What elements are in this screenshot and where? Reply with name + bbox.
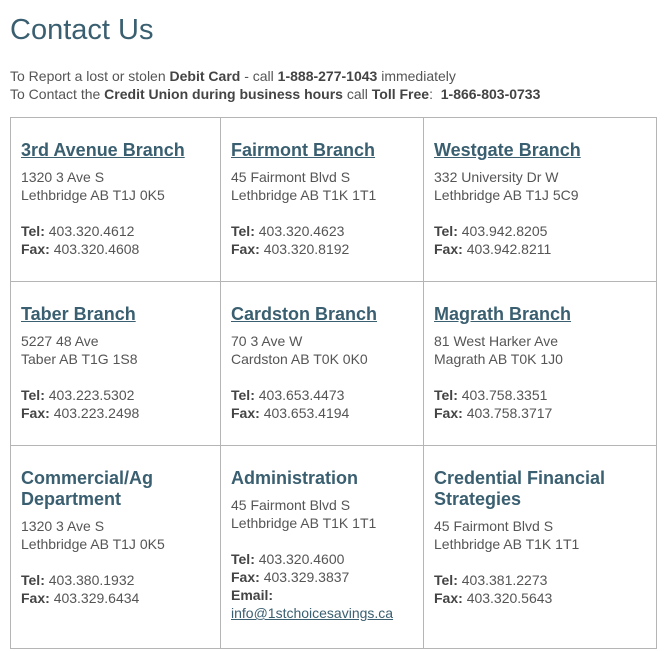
fax-number: 403.942.8211	[466, 241, 552, 257]
branch-contact	[21, 571, 210, 607]
branch-contact	[21, 386, 210, 422]
address-line: Taber AB T1G 1S8	[21, 351, 138, 367]
address-line: Lethbridge AB T1K 1T1	[231, 187, 377, 203]
branch-name-link[interactable]: Cardston Branch	[231, 304, 378, 324]
branch-address	[21, 168, 210, 204]
branch-address	[231, 168, 413, 204]
branch-name-link[interactable]: Fairmont Branch	[231, 140, 376, 160]
intro-line-debit	[10, 67, 540, 85]
address-line: Lethbridge AB T1K 1T1	[434, 536, 580, 552]
tel-number: 403.942.8205	[461, 223, 548, 239]
address-line: Magrath AB T0K 1J0	[434, 351, 563, 367]
branch-contact	[231, 386, 413, 422]
branch-cell	[424, 118, 657, 282]
intro-debit-card: Debit Card	[169, 68, 241, 84]
intro-text	[10, 67, 540, 103]
tel-label: Tel:	[21, 572, 45, 588]
branch-name-link[interactable]: Taber Branch	[21, 304, 136, 324]
fax-number: 403.758.3717	[466, 405, 553, 421]
tel-number: 403.381.2273	[461, 572, 548, 588]
department-name: Administration	[231, 468, 359, 488]
fax-number: 403.653.4194	[263, 405, 350, 421]
fax-label: Fax:	[434, 405, 463, 421]
email-link[interactable]: info@1stchoicesavings.ca	[231, 605, 394, 621]
address-line: Lethbridge AB T1K 1T1	[231, 515, 377, 531]
intro-text-fragment: call	[342, 86, 372, 102]
branch-cell	[221, 446, 424, 649]
tel-number: 403.653.4473	[258, 387, 345, 403]
address-line: Lethbridge AB T1J 0K5	[21, 187, 165, 203]
tel-label: Tel:	[231, 223, 255, 239]
address-line: Cardston AB T0K 0K0	[231, 351, 368, 367]
tel-label: Tel:	[434, 387, 458, 403]
branch-name-link[interactable]: Magrath Branch	[434, 304, 572, 324]
branch-contact	[231, 222, 413, 258]
address-line: 45 Fairmont Blvd S	[434, 518, 554, 534]
branch-address	[21, 517, 210, 553]
fax-number: 403.223.2498	[53, 405, 140, 421]
branch-cell	[11, 282, 221, 446]
branch-name-link[interactable]: 3rd Avenue Branch	[21, 140, 185, 160]
tel-label: Tel:	[21, 387, 45, 403]
email-label: Email:	[231, 587, 274, 603]
fax-label: Fax:	[21, 241, 50, 257]
branch-address	[21, 332, 210, 368]
fax-number: 403.320.4608	[53, 241, 140, 257]
intro-text-fragment: :	[429, 86, 441, 102]
tel-number: 403.320.4600	[258, 551, 345, 567]
address-line: 45 Fairmont Blvd S	[231, 497, 351, 513]
branch-table	[10, 117, 657, 649]
fax-number: 403.329.3837	[263, 569, 350, 585]
fax-label: Fax:	[231, 569, 260, 585]
intro-toll-free: Toll Free	[371, 86, 430, 102]
fax-label: Fax:	[434, 241, 463, 257]
address-line: 1320 3 Ave S	[21, 518, 105, 534]
branch-contact	[434, 386, 646, 422]
branch-cell	[11, 446, 221, 649]
branch-cell	[424, 446, 657, 649]
department-name: Credential Financial Strategies	[434, 468, 606, 509]
branch-cell	[221, 118, 424, 282]
tel-number: 403.380.1932	[48, 572, 135, 588]
intro-text-fragment: - call	[240, 68, 278, 84]
address-line: 332 University Dr W	[434, 169, 559, 185]
address-line: 81 West Harker Ave	[434, 333, 558, 349]
intro-text-fragment: immediately	[377, 68, 456, 84]
fax-label: Fax:	[231, 241, 260, 257]
fax-number: 403.329.6434	[53, 590, 140, 606]
intro-line-contact	[10, 85, 540, 103]
branch-address	[231, 496, 413, 532]
tel-number: 403.320.4623	[258, 223, 345, 239]
tel-number: 403.320.4612	[48, 223, 135, 239]
branch-contact	[21, 222, 210, 258]
branch-cell	[11, 118, 221, 282]
branch-address	[434, 517, 646, 553]
page-title: Contact Us	[10, 14, 154, 46]
address-line: 45 Fairmont Blvd S	[231, 169, 351, 185]
tel-number: 403.223.5302	[48, 387, 135, 403]
address-line: 5227 48 Ave	[21, 333, 99, 349]
tel-label: Tel:	[231, 387, 255, 403]
branch-name-link[interactable]: Westgate Branch	[434, 140, 581, 160]
branch-cell	[424, 282, 657, 446]
branch-contact	[231, 550, 413, 622]
tel-label: Tel:	[231, 551, 255, 567]
intro-toll-free-phone: 1-866-803-0733	[440, 86, 541, 102]
branch-contact	[434, 222, 646, 258]
tel-label: Tel:	[434, 572, 458, 588]
intro-lost-card-phone: 1-888-277-1043	[277, 68, 378, 84]
address-line: Lethbridge AB T1J 5C9	[434, 187, 579, 203]
branch-contact	[434, 571, 646, 607]
tel-number: 403.758.3351	[461, 387, 548, 403]
fax-label: Fax:	[434, 590, 463, 606]
branch-cell	[221, 282, 424, 446]
branch-address	[434, 332, 646, 368]
address-line: 1320 3 Ave S	[21, 169, 105, 185]
fax-label: Fax:	[21, 405, 50, 421]
address-line: Lethbridge AB T1J 0K5	[21, 536, 165, 552]
fax-number: 403.320.5643	[466, 590, 553, 606]
intro-text-fragment: To Contact the	[10, 86, 105, 102]
department-name: Commercial/Ag Department	[21, 468, 154, 509]
fax-number: 403.320.8192	[263, 241, 350, 257]
tel-label: Tel:	[21, 223, 45, 239]
branch-address	[434, 168, 646, 204]
intro-business-hours: Credit Union during business hours	[104, 86, 343, 102]
branch-address	[231, 332, 413, 368]
tel-label: Tel:	[434, 223, 458, 239]
address-line: 70 3 Ave W	[231, 333, 303, 349]
fax-label: Fax:	[231, 405, 260, 421]
fax-label: Fax:	[21, 590, 50, 606]
intro-text-fragment: To Report a lost or stolen	[10, 68, 170, 84]
